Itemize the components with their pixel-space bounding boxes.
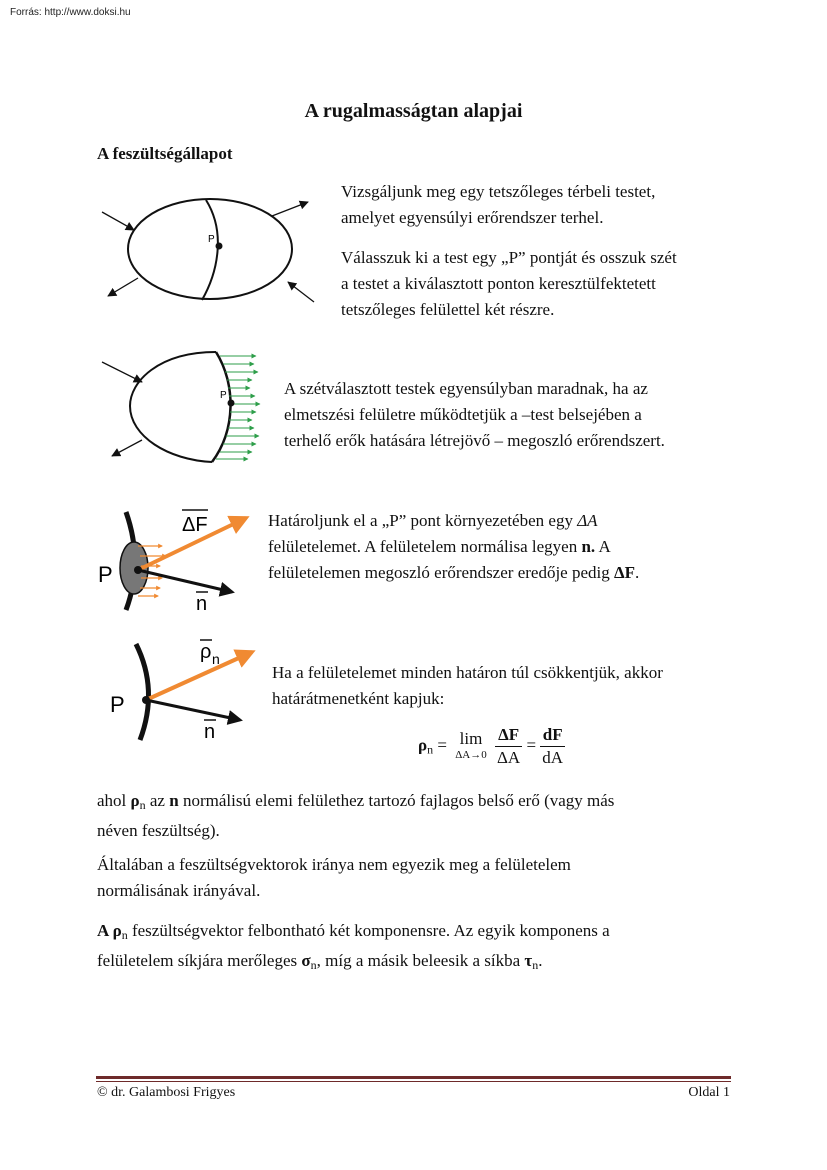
para3-line3: terhelő erők hatására létrejövő – megoszló erőrendszert. bbox=[284, 431, 665, 450]
figure-stress-vector bbox=[106, 636, 256, 746]
para4-line3: felületelemen megoszló erőrendszer eredője pedig ΔF. bbox=[268, 563, 640, 582]
source-url: Forrás: http://www.doksi.hu bbox=[10, 7, 131, 18]
point-p-label-3: P bbox=[98, 562, 113, 587]
point-p-label: P bbox=[208, 234, 215, 245]
formula-frac2: $\frac{dF}{dA}$ bbox=[542, 725, 564, 767]
delta-f-label: ΔF bbox=[182, 514, 208, 536]
para5-line2: határátmenetként kapjuk: bbox=[272, 689, 445, 708]
page-title: A rugalmasságtan alapjai bbox=[304, 100, 523, 122]
figure-cut-body bbox=[98, 344, 268, 468]
para2-line1: Válasszuk ki a test egy „P” pontját és osszuk szét bbox=[341, 248, 677, 267]
para4-line1: Határoljunk el a „P” pont környezetében egy ΔA bbox=[268, 511, 598, 530]
para6-line1: ahol $\rho_n$ az n normálisú elemi felülethez tartozó fajlagos belső erő (vagy más bbox=[97, 791, 615, 812]
figure-surface-element bbox=[96, 506, 256, 616]
paragraph-7 bbox=[97, 852, 571, 904]
delta-f-symbol: ΔF bbox=[613, 563, 636, 582]
normal-n-label-2: n bbox=[204, 721, 216, 743]
para7-line1: Általában a feszültségvektorok iránya nem egyezik meg a felületelem bbox=[97, 855, 571, 874]
delta-a-symbol: ΔA bbox=[577, 511, 598, 530]
point-p-label-2: P bbox=[220, 390, 227, 401]
n-symbol: n. bbox=[581, 537, 596, 556]
paragraph-5 bbox=[272, 660, 663, 712]
para7-line2: normálisának irányával. bbox=[97, 881, 261, 900]
para5-line1: Ha a felületelemet minden határon túl csökkentjük, akkor bbox=[272, 663, 663, 682]
rho-label: ρ bbox=[200, 641, 212, 663]
formula-rho: ρ bbox=[418, 735, 428, 755]
rho-sub-label: n bbox=[212, 651, 220, 667]
paragraph-3 bbox=[284, 376, 665, 454]
footer-author: © dr. Galambosi Frigyes bbox=[97, 1085, 236, 1100]
paragraph-8 bbox=[97, 918, 610, 978]
paragraph-1 bbox=[341, 179, 655, 231]
formula-eq1: = bbox=[437, 735, 452, 755]
section-heading: A feszültségállapot bbox=[97, 144, 233, 163]
para1-line1: Vizsgáljunk meg egy tetszőleges térbeli testet, bbox=[341, 182, 656, 201]
para3-line1: A szétválasztott testek egyensúlyban maradnak, ha az bbox=[284, 379, 648, 398]
para8-line1: A $\rho_n$ feszültségvektor felbontható két komponensre. Az egyik komponens a bbox=[97, 921, 610, 942]
para8-line2: felületelem síkjára merőleges $\sigma_n$, míg a másik beleesik a síkba $\tau_n$. bbox=[97, 951, 543, 972]
para4-line2: felületelemet. A felületelem normálisa legyen n. A bbox=[268, 537, 611, 556]
formula-eq2: = bbox=[526, 735, 541, 755]
figure-body-ellipse bbox=[98, 192, 318, 310]
footer-page-number: Oldal 1 bbox=[688, 1085, 730, 1100]
paragraph-2 bbox=[341, 245, 677, 323]
para6-line2: néven feszültség). bbox=[97, 821, 220, 840]
footer-rule-thin bbox=[96, 1081, 731, 1082]
limit-formula bbox=[418, 724, 565, 778]
para1-line2: amelyet egyensúlyi erőrendszer terhel. bbox=[341, 208, 604, 227]
para3-line2: elmetszési felületre működtetjük a –test belsejében a bbox=[284, 405, 642, 424]
paragraph-4 bbox=[268, 508, 639, 586]
formula-frac1: $\frac{\Delta F}{\Delta A}$ bbox=[496, 725, 521, 767]
normal-n-label: n bbox=[196, 593, 208, 615]
formula-rho-sub: n bbox=[427, 742, 434, 757]
para2-line3: tetszőleges felülettel két részre. bbox=[341, 300, 555, 319]
para2-line2: a testet a kiválasztott ponton keresztülfektetett bbox=[341, 274, 656, 293]
footer-rule bbox=[96, 1076, 731, 1079]
paragraph-6 bbox=[97, 788, 614, 844]
formula-lim: lim ΔA→0 bbox=[455, 728, 487, 761]
point-p-label-4: P bbox=[110, 692, 125, 717]
